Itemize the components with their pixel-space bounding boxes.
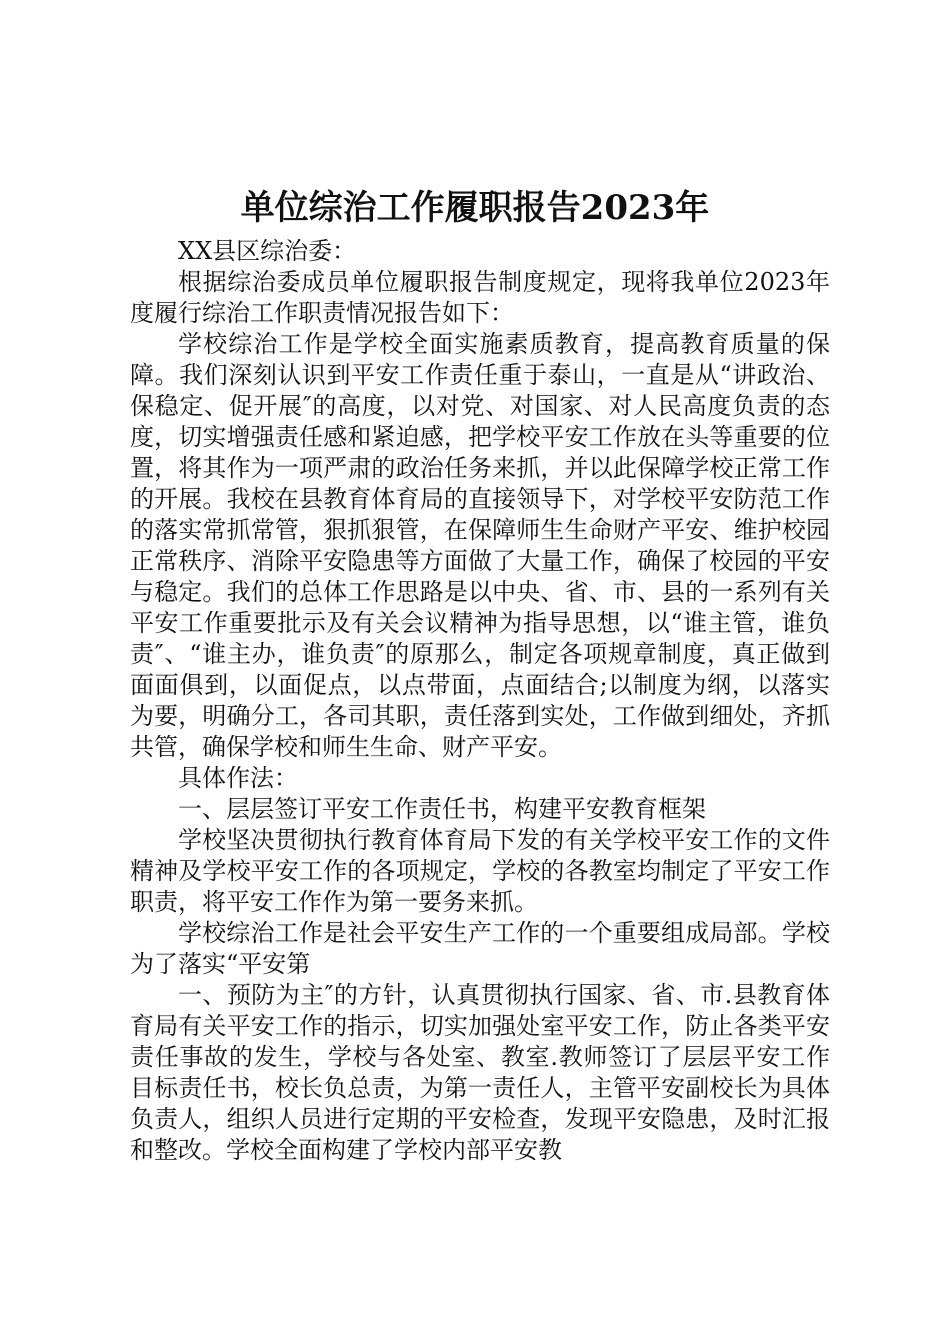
document-title: 单位综治工作履职报告2023年 xyxy=(240,188,710,228)
paragraph-section-1-b: 学校综治工作是社会平安生产工作的一个重要组成局部。学校为了落实“平安第 xyxy=(130,919,830,978)
paragraph-addressee: XX县区综治委： xyxy=(178,237,357,265)
section-heading-1: 一、层层签订平安工作责任书，构建平安教育框架 xyxy=(178,795,706,823)
paragraph-methods-heading: 具体作法： xyxy=(178,764,298,792)
paragraph-overview: 学校综治工作是学校全面实施素质教育，提高教育质量的保障。我们深刻认识到平安工作责任重于泰山，一直是从“讲政治、保稳定、促开展″的高度，以对党、对国家、对人民高度负责的态度，切实增强责任感和紧迫感，把学校平安工作放在头等重要的位置，将其作为一项严肃的政治任务来抓，并以此保障学校正常工作的开展。我校在县教育体育局的直接领导下，对学校平安防范工作的落实常抓常管，狠抓狠管，在保障师生生命财产平安、维护校园正常秩序、消除平安隐患等方面做了大量工作，确保了校园的平安与稳定。我们的总体工作思路是以中央、省、市、县的一系列有关平安工作重要批示及有关会议精神为指导思想，以“谁主管，谁负责″、“谁主办，谁负责″的原那么，制定各项规章制度，真正做到面面俱到，以面促点，以点带面，点面结合;以制度为纲，以落实为要，明确分工，各司其职，责任落到实处，工作做到细处，齐抓共管，确保学校和师生生命、财产平安。 xyxy=(130,330,830,761)
paragraph-intro: 根据综治委成员单位履职报告制度规定，现将我单位2023年度履行综治工作职责情况报告如下： xyxy=(130,268,830,327)
paragraph-section-1-c: 一、预防为主″的方针，认真贯彻执行国家、省、市.县教育体育局有关平安工作的指示，切实加强处室平安工作，防止各类平安责任事故的发生，学校与各处室、教室.教师签订了层层平安工作目标责任书，校长负总责，为第一责任人，主管平安副校长为具体负责人，组织人员进行定期的平安检查，发现平安隐患，及时汇报和整改。学校全面构建了学校内部平安教 xyxy=(130,981,830,1164)
document-body xyxy=(130,236,830,1166)
paragraph-section-1: 学校坚决贯彻执行教育体育局下发的有关学校平安工作的文件精神及学校平安工作的各项规定，学校的各教室均制定了平安工作职责，将平安工作作为第一要务来抓。 xyxy=(130,826,830,916)
